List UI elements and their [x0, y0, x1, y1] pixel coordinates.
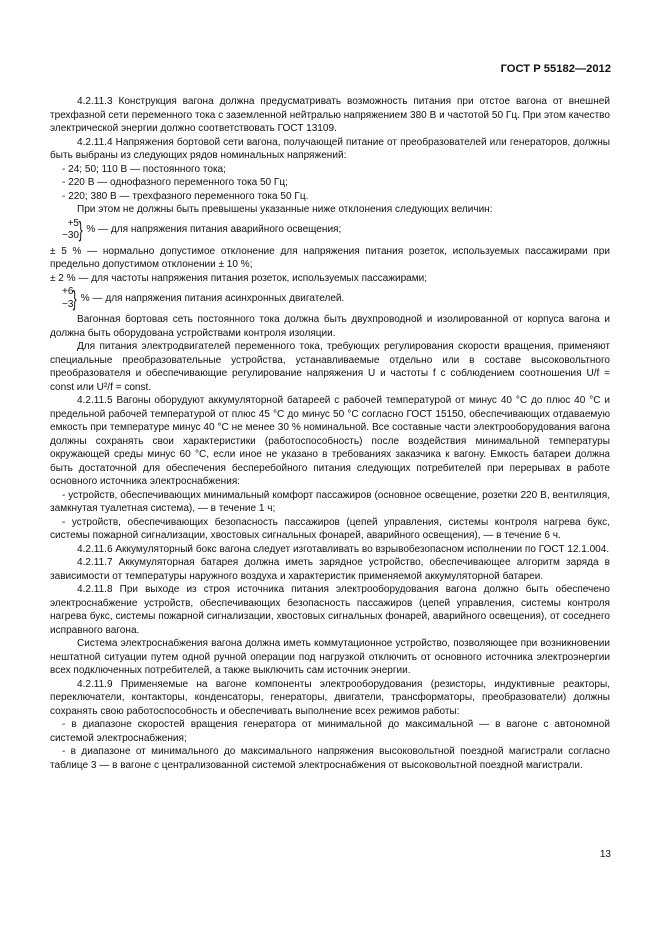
paragraph: ± 5 % — нормально допустимое отклонение для напряжения питания розеток, используемых пассажирами при предельно допустимом отклонении ± 10 %; — [50, 245, 610, 270]
paragraph-4-2-11-4: 4.2.11.4 Напряжения бортовой сети вагона, получающей питание от преобразователей или генераторов, должны быть выбраны из следующих рядов номинальных напряжений: — [50, 136, 610, 161]
tolerance-lower: −3 — [62, 298, 74, 310]
tolerance-upper: +6 — [62, 286, 74, 297]
paragraph-4-2-11-8: 4.2.11.8 При выходе из строя источника питания электрооборудования вагона должно быть обеспечено электроснабжение устройств, обеспечивающих безопасность пассажиров (цепей управления, системы контроля нагрева букс, системы пожарной сигнализации, хвостовых сигнальных фонарей, аварийного освещения), от соседнего исправного вагона. — [50, 584, 610, 636]
document-header-id: ГОСТ Р 55182—2012 — [500, 63, 611, 75]
page-number: 13 — [599, 849, 611, 860]
list-item: - 220; 380 В — трехфазного переменного тока 50 Гц. — [62, 190, 309, 202]
tolerance-upper: +5 — [67, 217, 79, 229]
brace-symbol: } — [78, 217, 83, 242]
paragraph-4-2-11-7: 4.2.11.7 Аккумуляторная батарея должна иметь зарядное устройство, обеспечивающее алгоритм заряда в зависимости от температуры наружного воздуха и характеристик применяемой аккумуляторной батареи. — [50, 557, 610, 582]
paragraph: Для питания электродвигателей переменного тока, требующих регулирования скорости вращения, применяют специальные преобразовательные устройства, устанавливаемые отдельно или в составе высоковольтного преобразователя и обеспечивающие регулирование напряжения U и частоты f с соблюдением соотношения U/f = const или U²/f = const. — [50, 341, 610, 393]
paragraph-4-2-11-3: 4.2.11.3 Конструкция вагона должна предусматривать возможность питания при отстое вагона от внешней трехфазной сети переменного тока с заземленной нейтралью напряжением 380 В и частотой 50 Гц. При этом качество электрической энергии должно соответствовать ГОСТ 13109. — [50, 96, 610, 134]
tolerance-values — [62, 218, 80, 243]
tolerance-lower: −30 — [62, 230, 79, 241]
tolerance-motors — [62, 286, 610, 311]
list-item: - 220 В — однофазного переменного тока 50 Гц; — [62, 177, 288, 188]
tolerance-text: % — для напряжения питания аварийного освещения; — [86, 224, 342, 236]
list-item: - устройств, обеспечивающих безопасность пассажиров (цепей управления, системы контроля нагрева букс, системы пожарной сигнализации, хвостовых сигнальных фонарей, аварийного освещения), — в течение 6 ч. — [50, 516, 610, 541]
paragraph: Вагонная бортовая сеть постоянного тока должна быть двухпроводной и изолированной от корпуса вагона и должна быть оборудована устройствами контроля изоляции. — [50, 314, 610, 339]
list-item: - 24; 50; 110 В — постоянного тока; — [62, 163, 226, 175]
tolerance-lighting — [62, 218, 610, 243]
tolerance-text: % — для напряжения питания асинхронных двигателей. — [80, 292, 345, 304]
list-item: - в диапазоне скоростей вращения генератора от минимальной до максимальной — в вагоне с автономной системой электроснабжения; — [50, 719, 610, 744]
paragraph-4-2-11-6: 4.2.11.6 Аккумуляторный бокс вагона следует изготавливать во взрывобезопасном исполнении по ГОСТ 12.1.004. — [77, 543, 610, 555]
brace-symbol: } — [73, 285, 78, 311]
paragraph: При этом не должны быть превышены указанные ниже отклонения следующих величин: — [77, 204, 493, 215]
paragraph: Система электроснабжения вагона должна иметь коммутационное устройство, позволяющее при возникновении нештатной ситуации путем одной ручной операции под нагрузкой отключить от основного источника электроэнергии всех подключенных потребителей, а также выключить сам источник энергии. — [50, 638, 610, 676]
list-item: - в диапазоне от минимального до максимального напряжения высоковольтной поездной магистрали согласно таблице 3 — в вагоне с централизованной системой электроснабжения от высоковольтной поездной магистрали. — [50, 746, 610, 771]
list-item: - устройств, обеспечивающих минимальный комфорт пассажиров (основное освещение, розетки 220 В, вентиляция, замкнутая туалетная система), — в течение 1 ч; — [50, 489, 610, 514]
paragraph-4-2-11-9: 4.2.11.9 Применяемые на вагоне компоненты электрооборудования (резисторы, индуктивные реакторы, переключатели, контакторы, конденсаторы, генераторы, двигатели, трансформаторы, преобразователи) должны сохранять свою работоспособность и обеспечивать выполнение всех режимов работы: — [50, 678, 610, 717]
paragraph-4-2-11-5: 4.2.11.5 Вагоны оборудуют аккумуляторной батареей с рабочей температурой от минус 40 °С до плюс 40 °С и предельной рабочей температурой от плюс 45 °С до минус 50 °С согласно ГОСТ 15150, обеспечивающих отдаваемую емкость при температуре минус 40 °С не менее 30 % номинальной. Все составные части электрооборудования вагона должны сохранять свои характеристики (работоспособность) после воздействия минимальной температуры окружающей среды минус 60 °С, если иное не указано в требованиях заказчика к вагону. Емкость батареи должна быть достаточной для обеспечения бесперебойного питания следующих потребителей при перерывах в работе основного источника электроснабжения: — [50, 395, 610, 487]
document-body — [50, 95, 610, 772]
paragraph: ± 2 % — для частоты напряжения питания розеток, используемых пассажирами; — [50, 272, 428, 284]
